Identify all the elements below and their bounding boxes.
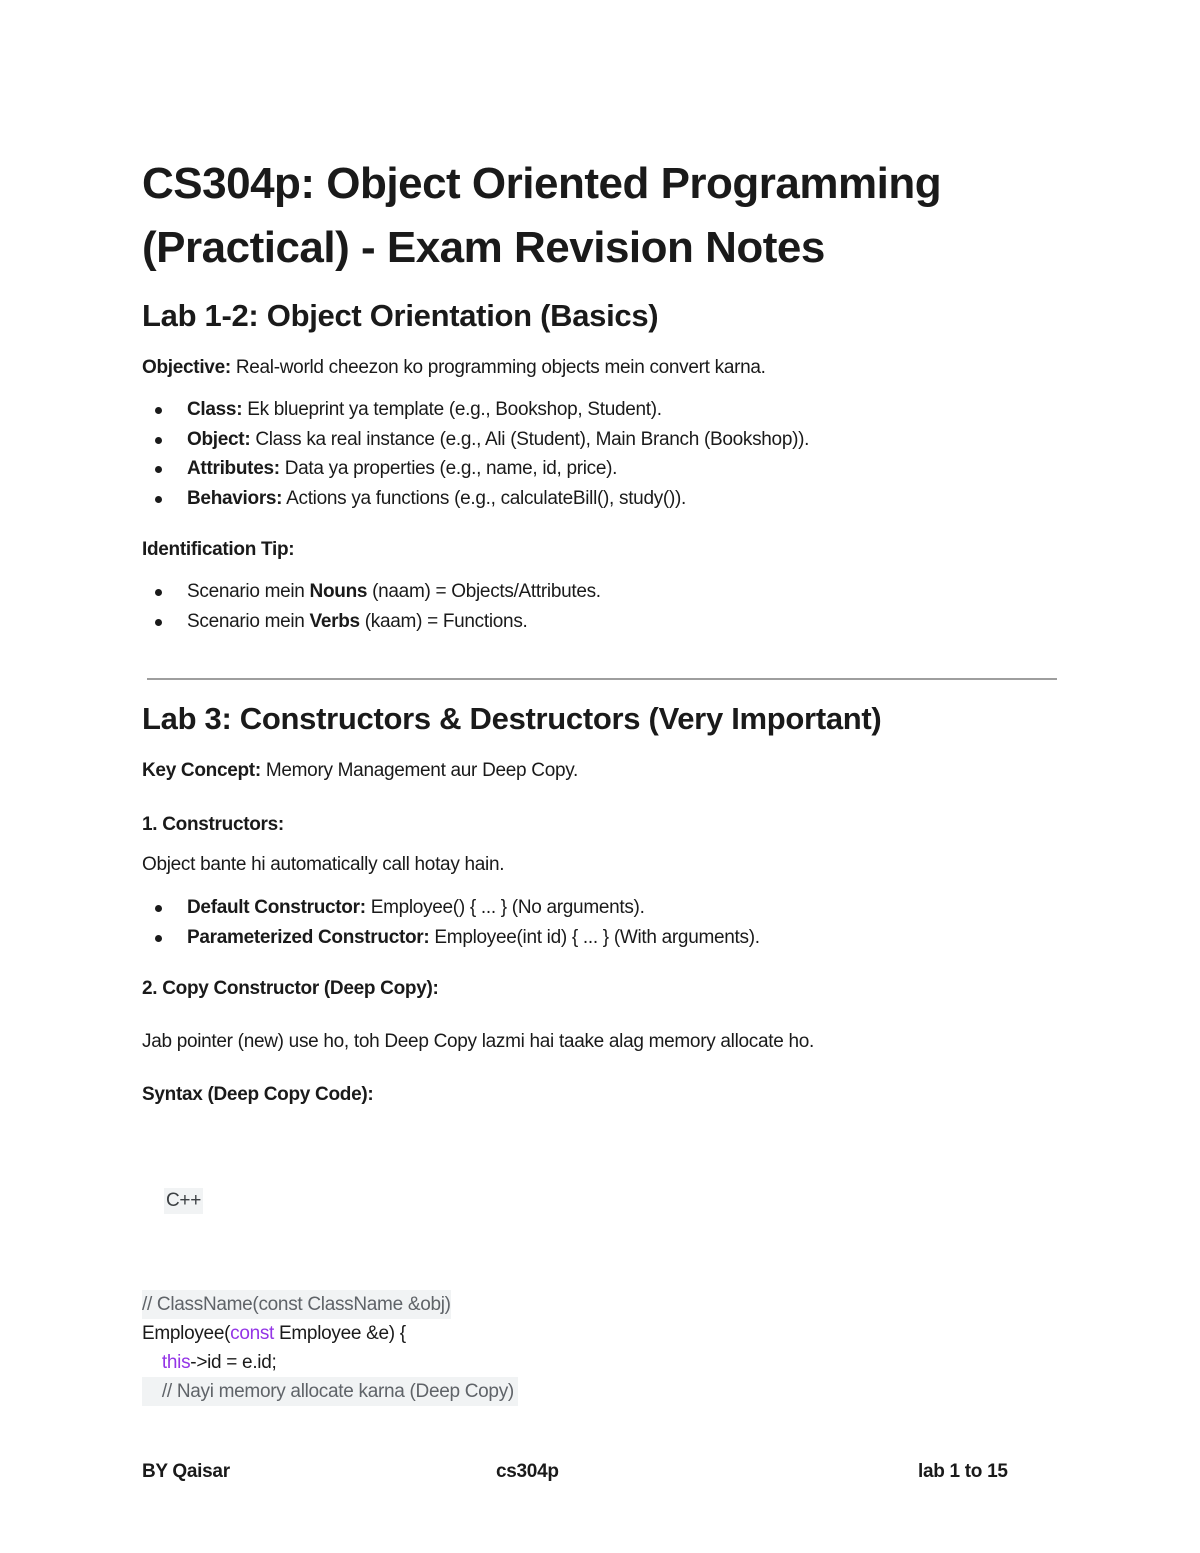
tips-list	[142, 577, 601, 636]
bullet-icon	[155, 905, 162, 912]
bullet-icon	[155, 935, 162, 942]
objective-text: Real-world cheezon ko programming objects mein convert karna.	[230, 357, 766, 378]
list-item: Scenario mein Nouns (naam) = Objects/Attributes.	[142, 577, 601, 607]
bullet-icon	[155, 619, 162, 626]
bullet-icon	[155, 589, 162, 596]
code-language-label: C++	[164, 1188, 203, 1214]
bullet-icon	[155, 437, 162, 444]
code-line: // Nayi memory allocate karna (Deep Copy)	[142, 1377, 518, 1406]
lab12-bullet-list	[142, 395, 809, 513]
copy-constructor-heading: 2. Copy Constructor (Deep Copy):	[142, 978, 439, 999]
footer-labs: lab 1 to 15	[918, 1461, 1008, 1482]
list-item: Scenario mein Verbs (kaam) = Functions.	[142, 607, 601, 637]
lab12-heading: Lab 1-2: Object Orientation (Basics)	[142, 298, 659, 333]
constructor-bullet-list	[142, 893, 760, 952]
list-item: Default Constructor: Employee() { ... } (No arguments).	[142, 893, 760, 923]
key-concept	[142, 758, 578, 784]
constructors-text: Object bante hi automatically call hotay hain.	[142, 854, 505, 875]
bullet-icon	[155, 496, 162, 503]
list-item: Behaviors: Actions ya functions (e.g., calculateBill(), study()).	[142, 484, 809, 514]
code-line: this->id = e.id;	[161, 1352, 277, 1373]
lab12-objective	[142, 355, 766, 381]
lab3-heading: Lab 3: Constructors & Destructors (Very Important)	[142, 701, 882, 736]
horizontal-divider	[147, 678, 1057, 680]
key-concept-text: Memory Management aur Deep Copy.	[260, 760, 578, 781]
bullet-icon	[155, 466, 162, 473]
footer-course: cs304p	[496, 1461, 559, 1482]
list-item: Class: Ek blueprint ya template (e.g., Bookshop, Student).	[142, 395, 809, 425]
identification-tip-heading: Identification Tip:	[142, 539, 295, 560]
objective-label: Objective:	[142, 357, 231, 378]
key-concept-label: Key Concept:	[142, 760, 261, 781]
footer-author: BY Qaisar	[142, 1461, 230, 1482]
syntax-heading: Syntax (Deep Copy Code):	[142, 1084, 374, 1105]
list-item: Object: Class ka real instance (e.g., Ali (Student), Main Branch (Bookshop)).	[142, 425, 809, 455]
constructors-heading: 1. Constructors:	[142, 814, 284, 835]
code-line: Employee(const Employee &e) {	[142, 1323, 406, 1344]
document-title: CS304p: Object Oriented Programming (Practical) - Exam Revision Notes	[142, 159, 942, 272]
code-block	[142, 1290, 518, 1406]
list-item: Parameterized Constructor: Employee(int id) { ... } (With arguments).	[142, 923, 760, 953]
list-item: Attributes: Data ya properties (e.g., name, id, price).	[142, 454, 809, 484]
bullet-icon	[155, 407, 162, 414]
code-line: // ClassName(const ClassName &obj)	[142, 1290, 518, 1319]
copy-constructor-text: Jab pointer (new) use ho, toh Deep Copy lazmi hai taake alag memory allocate ho.	[142, 1031, 814, 1052]
